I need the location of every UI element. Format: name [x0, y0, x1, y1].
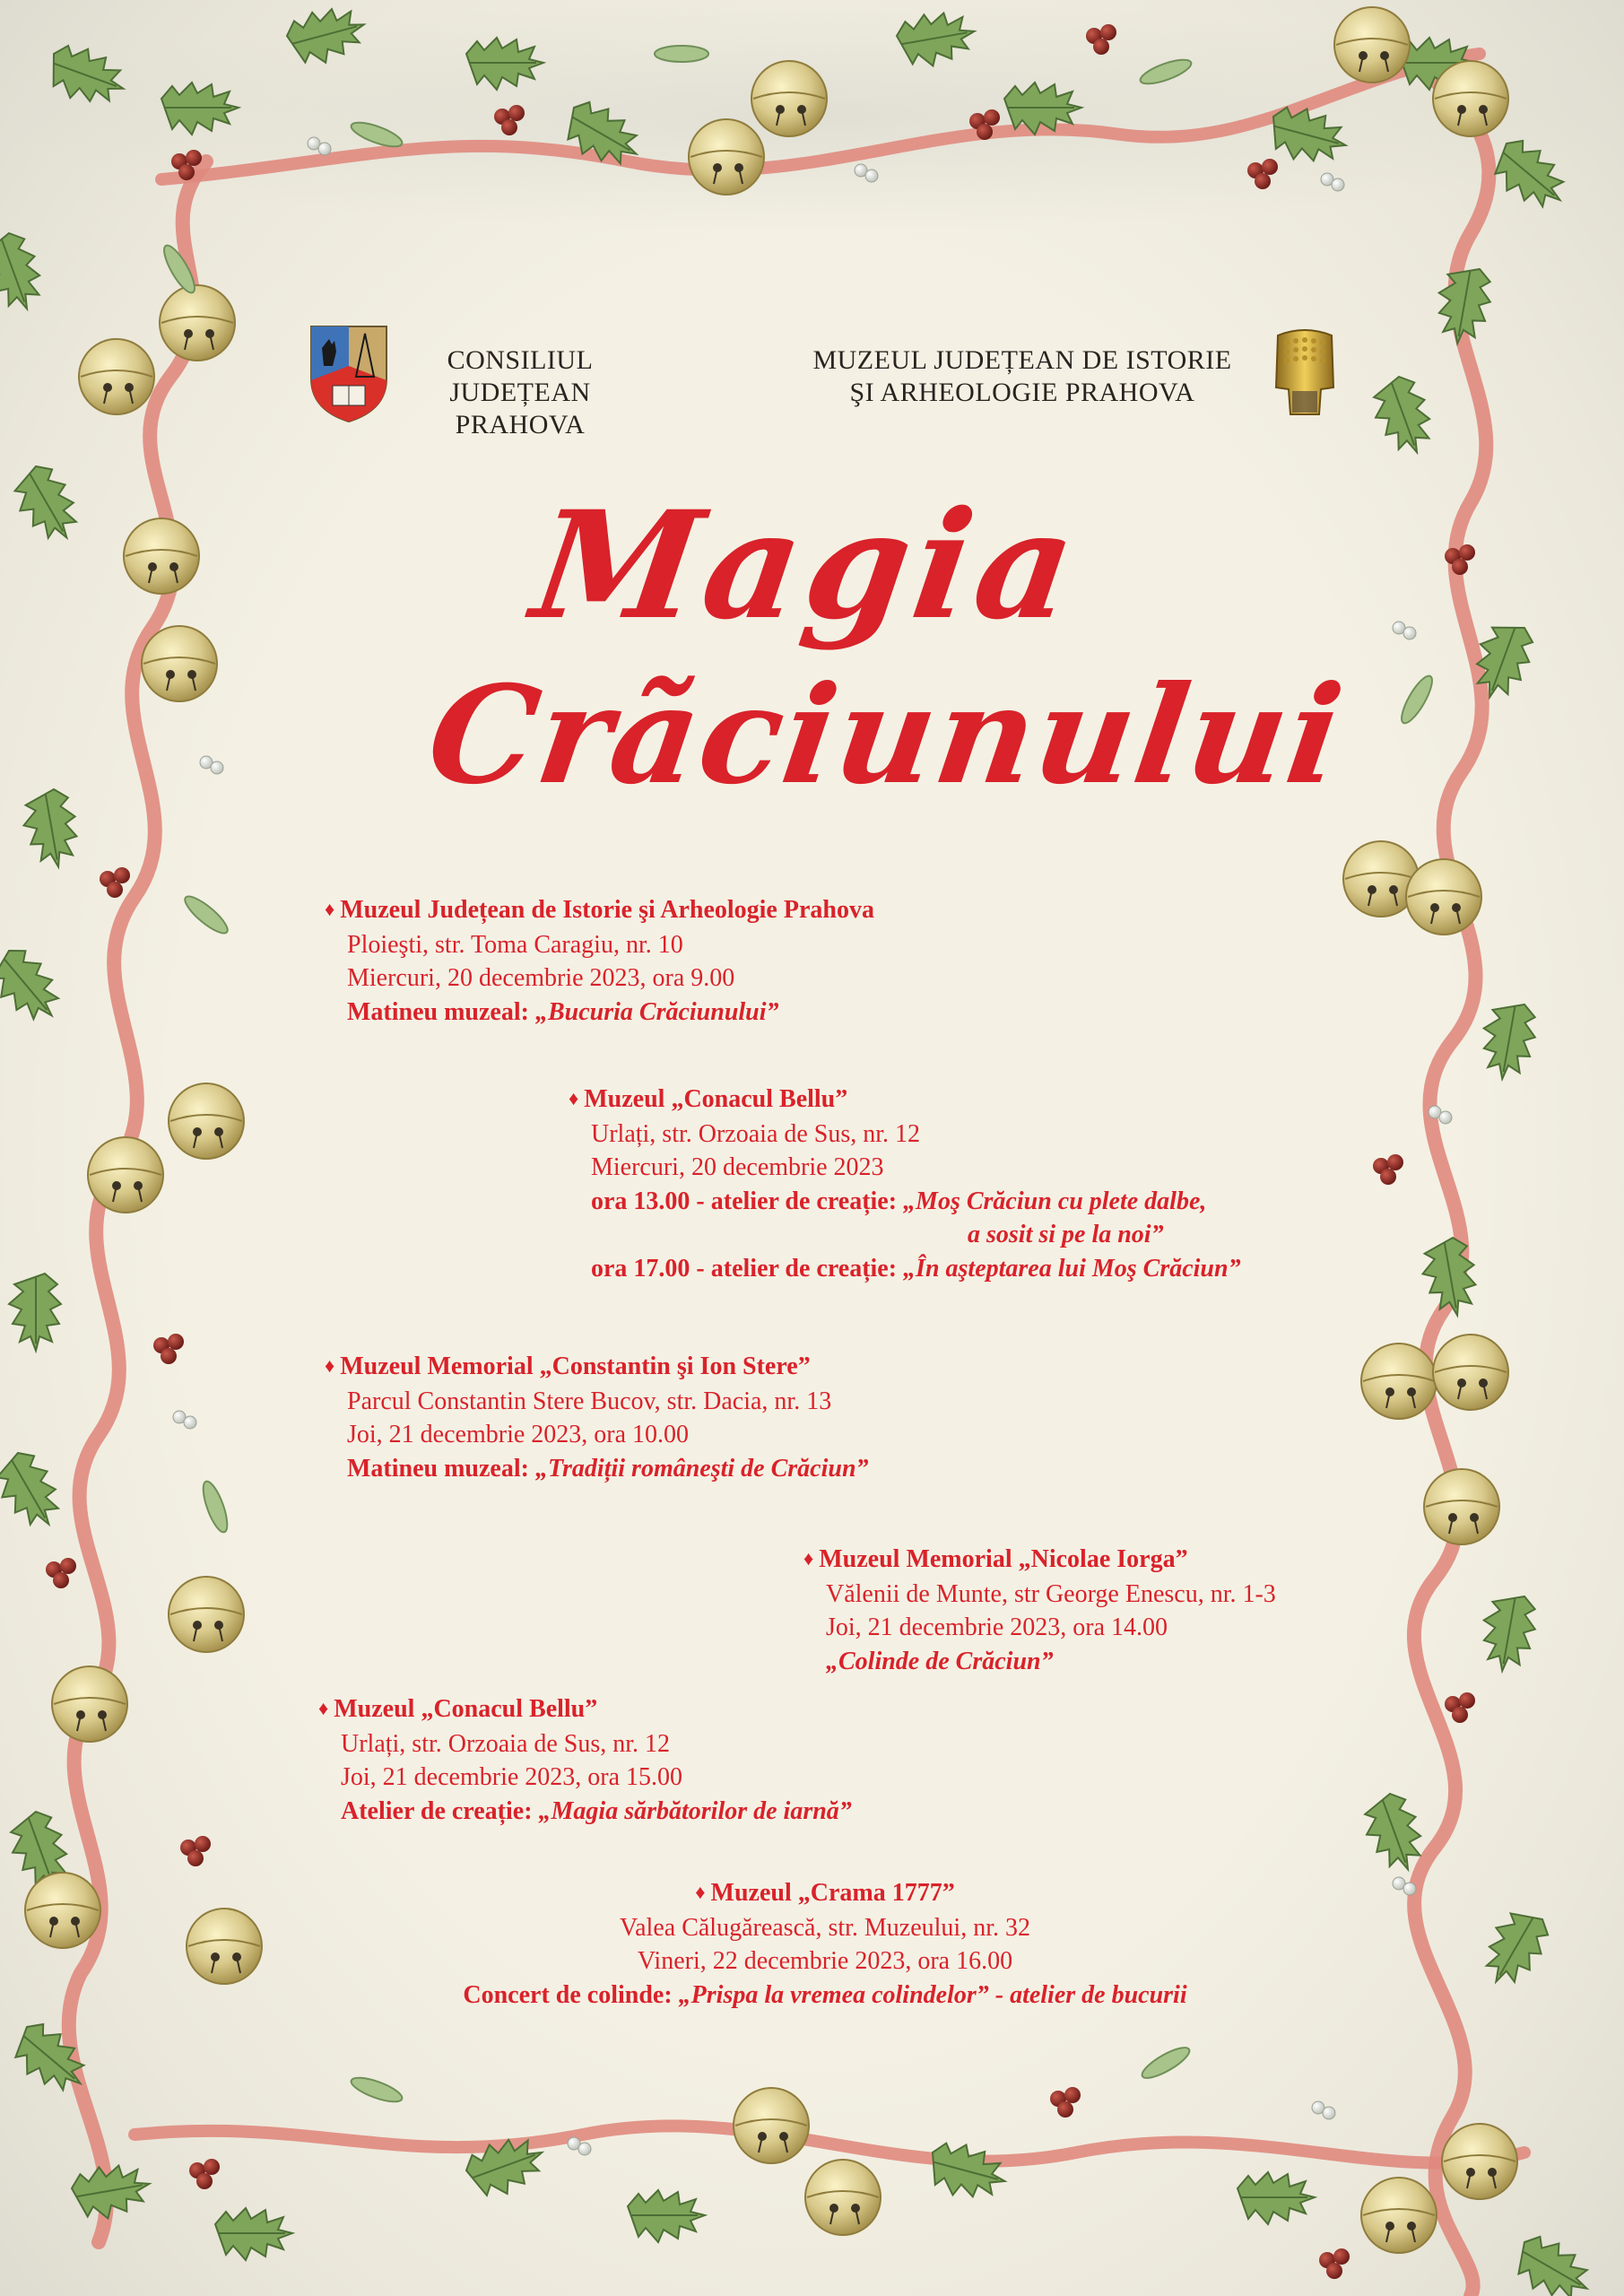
event-activity [325, 1452, 869, 1486]
golden-helmet-icon [1269, 325, 1341, 423]
event-activity-1 [569, 1185, 1241, 1219]
event-1 [325, 893, 874, 1029]
venue-name-text: Muzeul Județean de Istorie şi Arheologie Prahova [340, 896, 874, 924]
event-3 [325, 1350, 869, 1485]
event-activity-1-continued [569, 1218, 1241, 1252]
activity-label: Concert de colinde: [463, 1980, 679, 2009]
diamond-bullet-icon: ♦ [569, 1087, 579, 1109]
event-date: Joi, 21 decembrie 2023, ora 14.00 [826, 1613, 1168, 1641]
event-activity-2 [569, 1252, 1241, 1286]
activity-label: Matineu muzeal: [347, 1454, 535, 1483]
county-council-line2: PRAHOVA [455, 410, 586, 439]
event-date: Vineri, 22 decembrie 2023, ora 16.00 [637, 1947, 1013, 1975]
event-venue-name [325, 893, 874, 928]
event-date: Joi, 21 decembrie 2023, ora 10.00 [347, 1421, 690, 1448]
diamond-bullet-icon: ♦ [325, 898, 335, 920]
event-venue-name [318, 1692, 852, 1727]
activity-title: „Prispa la vremea colindelor” - atelier de bucurii [678, 1980, 1187, 2009]
diamond-bullet-icon: ♦ [803, 1547, 814, 1570]
venue-name-text: Muzeul „Crama 1777” [710, 1879, 955, 1907]
event-date: Miercuri, 20 decembrie 2023 [591, 1153, 884, 1181]
event-activity [377, 1979, 1273, 2013]
activity-title-continued: a sosit si pe la noi” [968, 1221, 1164, 1248]
event-address: Vălenii de Munte, str George Enescu, nr. 1-3 [826, 1579, 1276, 1608]
header-logos [309, 325, 1341, 439]
diamond-bullet-icon: ♦ [325, 1354, 335, 1377]
title-line2: Crãciunului [419, 657, 1353, 814]
activity-title: „Magia sărbătorilor de iarnă” [538, 1796, 852, 1825]
event-activity [325, 996, 874, 1030]
event-venue-name [569, 1083, 1241, 1118]
activity-title: „Tradiții româneşti de Crăciun” [534, 1454, 869, 1483]
event-5 [318, 1692, 852, 1828]
event-address: Parcul Constantin Stere Bucov, str. Dacia, nr. 13 [347, 1387, 832, 1415]
event-2 [569, 1083, 1241, 1285]
museum-name [812, 344, 1233, 409]
county-council-line1: CONSILIUL JUDEȚEAN [447, 345, 594, 407]
event-activity [803, 1645, 1276, 1679]
venue-name-text: Muzeul Memorial „Nicolae Iorga” [819, 1545, 1188, 1573]
diamond-bullet-icon: ♦ [318, 1697, 329, 1719]
venue-name-text: Muzeul „Conacul Bellu” [584, 1085, 848, 1113]
activity-label: Matineu muzeal: [347, 997, 535, 1026]
venue-name-text: Muzeul „Conacul Bellu” [334, 1695, 598, 1723]
county-council-name [404, 344, 637, 441]
event-venue-name [803, 1543, 1276, 1578]
museum-name-line2: ŞI ARHEOLOGIE PRAHOVA [849, 378, 1195, 407]
activity-title: „Colinde de Crăciun” [826, 1647, 1054, 1675]
event-venue-name [377, 1876, 1273, 1911]
event-4 [803, 1543, 1276, 1678]
title-line1: Magia [524, 478, 1090, 652]
event-date: Joi, 21 decembrie 2023, ora 15.00 [341, 1763, 683, 1791]
event-date: Miercuri, 20 decembrie 2023, ora 9.00 [347, 964, 735, 992]
event-address: Valea Călugărească, str. Muzeului, nr. 32 [620, 1913, 1030, 1942]
event-activity [318, 1795, 852, 1829]
activity-title: „Moş Crăciun cu plete dalbe, [903, 1187, 1207, 1215]
venue-name-text: Muzeul Memorial „Constantin şi Ion Stere” [340, 1352, 811, 1380]
activity-label: Atelier de creație: [341, 1796, 539, 1825]
diamond-bullet-icon: ♦ [695, 1881, 706, 1903]
county-coat-of-arms-icon [309, 325, 388, 423]
event-venue-name [325, 1350, 869, 1385]
activity-title: „În aşteptarea lui Moş Crăciun” [903, 1254, 1241, 1283]
event-address: Urlați, str. Orzoaia de Sus, nr. 12 [591, 1119, 921, 1148]
activity-label: ora 13.00 - atelier de creație: [591, 1187, 904, 1215]
event-address: Urlați, str. Orzoaia de Sus, nr. 12 [341, 1729, 671, 1758]
activity-label: ora 17.00 - atelier de creație: [591, 1254, 904, 1283]
event-address: Ploieşti, str. Toma Caragiu, nr. 10 [347, 930, 683, 959]
activity-title: „Bucuria Crăciunului” [534, 997, 779, 1026]
event-6 [377, 1876, 1273, 2012]
museum-name-line1: MUZEUL JUDEȚEAN DE ISTORIE [812, 345, 1232, 375]
